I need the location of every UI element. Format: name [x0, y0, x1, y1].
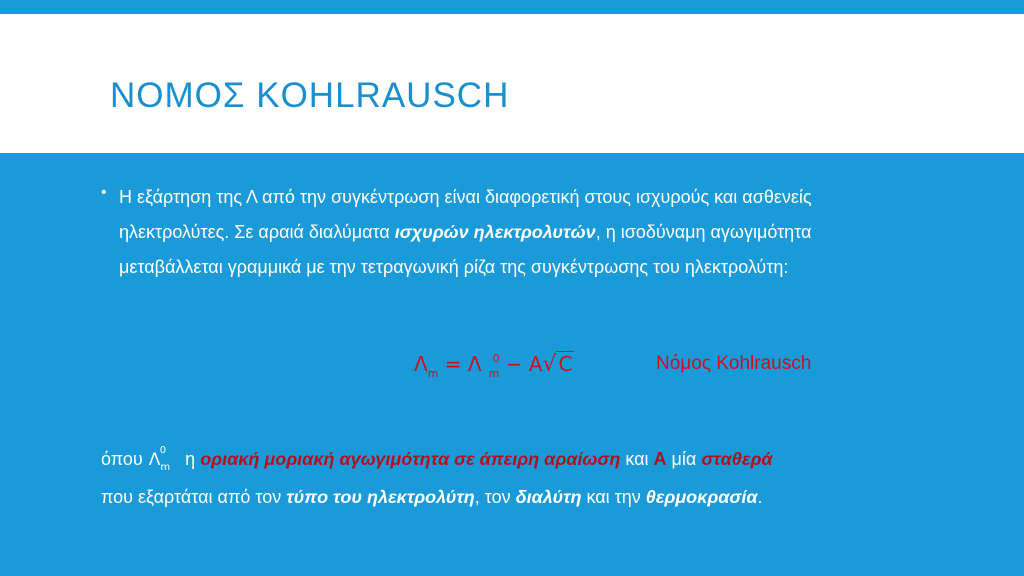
def-sub-m: m [160, 462, 171, 473]
formula-lambda: Λ [414, 352, 428, 376]
def-a: Α [653, 449, 667, 469]
def-lambda-symbol: Λ [148, 450, 161, 470]
def-red-term: οριακή μοριακή αγωγιμότητα σε άπειρη αραίωση [200, 449, 621, 469]
def-kai-tin: και την [581, 487, 646, 507]
content-area [0, 153, 1024, 576]
bullet-text-part1: Η εξάρτηση της Λ από την συγκέντρωση είναι διαφορετική στους ισχυρούς και ασθενείς ηλεκτρολύτες. Σε αραιά διαλύματα [119, 187, 812, 242]
definition-paragraph [101, 442, 931, 515]
formula-sub-m: m [427, 367, 439, 380]
formula-equals: = [438, 352, 468, 376]
bullet-paragraph [119, 180, 909, 285]
def-line2a: που εξαρτάται από τον [101, 487, 287, 507]
formula-sup0: 0 [492, 352, 500, 365]
def-electrolyte-type: τύπο του ηλεκτρολύτη [286, 487, 475, 507]
def-temperature: θερμοκρασία [645, 487, 758, 507]
def-sup0: 0 [159, 445, 167, 456]
formula-lambda0-symbol: Λ [467, 352, 482, 376]
title-area [0, 14, 1024, 153]
def-comma-ton: , τον [474, 487, 516, 507]
def-period: . [757, 487, 763, 507]
def-eta: η [180, 449, 201, 469]
def-kai: και [620, 449, 654, 469]
bullet-text-bold: ισχυρών ηλεκτρολυτών [394, 222, 596, 242]
top-accent-strip [0, 0, 1024, 14]
bullet-text-part2: , η ισοδύναμη αγωγιμότητα μεταβάλλεται γραμμικά με την τετραγωνική ρίζα της συγκέντρωσης του ηλεκτρολύτη: [119, 222, 812, 277]
formula-lambda0 [467, 352, 500, 380]
formula-minus-a: − A [499, 352, 543, 376]
kohlrausch-formula [414, 352, 574, 386]
law-label: Νόμος Kohlrausch [656, 353, 812, 374]
sqrt-icon: √ [542, 352, 557, 377]
def-constant: σταθερά [701, 449, 773, 469]
bullet-icon: • [101, 184, 107, 201]
slide-title: ΝΟΜΟΣ KOHLRAUSCH [110, 76, 510, 115]
def-mia: μία [666, 449, 702, 469]
def-opou: όπου [101, 449, 143, 469]
formula-sub-m2: m [488, 367, 500, 380]
formula-c: C [558, 352, 573, 376]
def-lambda0 [149, 443, 180, 480]
def-solvent: διαλύτη [515, 487, 582, 507]
